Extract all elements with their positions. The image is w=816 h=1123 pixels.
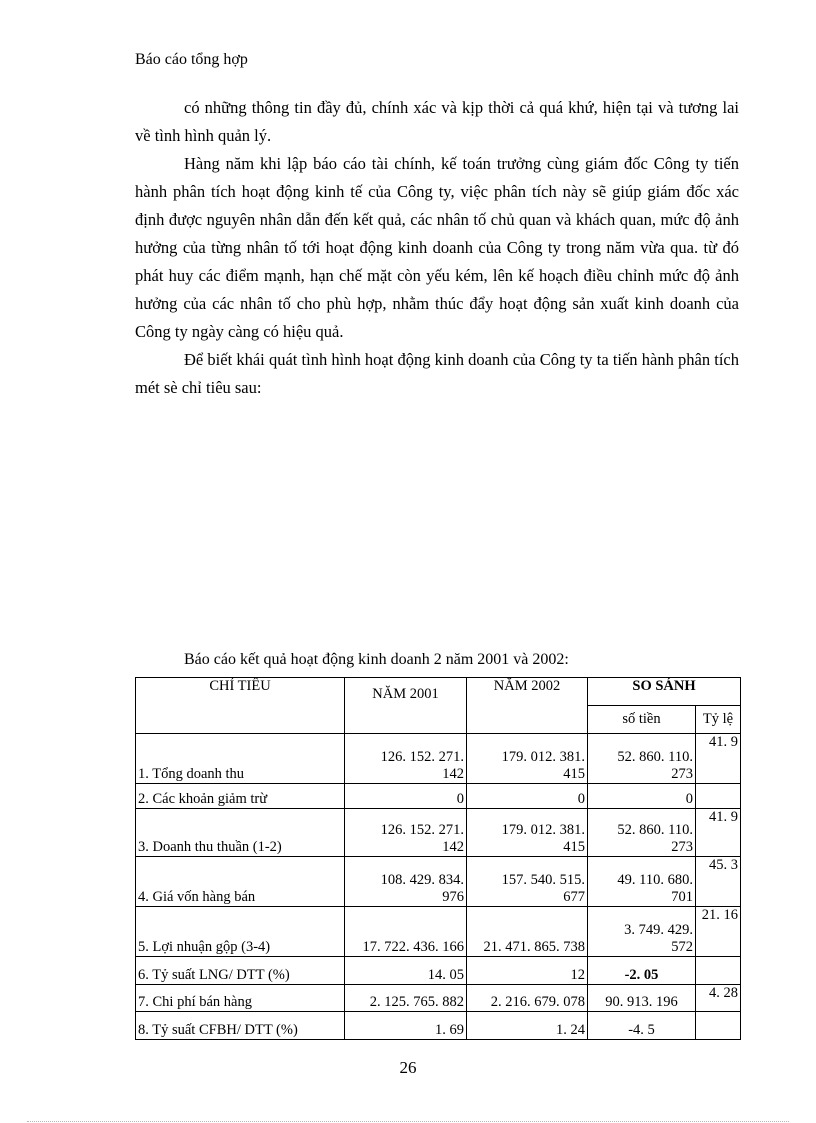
- cell-amount: 3. 749. 429. 572: [588, 907, 696, 957]
- header-nam-2001: NĂM 2001: [345, 678, 467, 734]
- table-row: [136, 734, 741, 784]
- body-text: [135, 94, 739, 402]
- cell-amount: 52. 860. 110. 273: [588, 734, 696, 784]
- cell-rate: 45. 3: [696, 857, 741, 907]
- table-row: [136, 857, 741, 907]
- header-nam-2002: NĂM 2002: [467, 678, 588, 734]
- cell-2002: 179. 012. 381. 415: [467, 734, 588, 784]
- row-label: 7. Chi phí bán hàng: [136, 985, 345, 1012]
- cell-rate: 4. 28: [696, 985, 741, 1012]
- table-row: [136, 784, 741, 809]
- cell-rate: [696, 1012, 741, 1040]
- table-header-row: [136, 678, 741, 706]
- cell-2001: 0: [345, 784, 467, 809]
- cell-2002: 2. 216. 679. 078: [467, 985, 588, 1012]
- cell-amount: 49. 110. 680. 701: [588, 857, 696, 907]
- row-label: 6. Tỷ suất LNG/ DTT (%): [136, 957, 345, 985]
- cell-2002: 1. 24: [467, 1012, 588, 1040]
- table-row: [136, 1012, 741, 1040]
- cell-2001: 126. 152. 271. 142: [345, 809, 467, 857]
- paragraph-1: có những thông tin đầy đủ, chính xác và kịp thời cả quá khứ, hiện tại và tương lai về tình hình quản lý.: [135, 98, 739, 145]
- paragraph-2: Hàng năm khi lập báo cáo tài chính, kế toán trưởng cùng giám đốc Công ty tiến hành phân tích hoạt động kinh tế của Công ty, việc phân tích này sẽ giúp giám đốc xác định được nguyên nhân dẫn đến kết quả, các nhân tố chủ quan và khách quan, mức độ ảnh hưởng của từng nhân tố tới hoạt động kinh doanh của Công ty trong năm vừa qua. từ đó phát huy các điểm mạnh, hạn chế mặt còn yếu kém, lên kế hoạch điều chỉnh mức độ ảnh hưởng của các nhân tố cho phù hợp, nhằm thúc đẩy hoạt động sản xuất kinh doanh của Công ty ngày càng có hiệu quả.: [135, 154, 739, 341]
- cell-amount: 0: [588, 784, 696, 809]
- row-label: 2. Các khoản giảm trừ: [136, 784, 345, 809]
- cell-2002: 21. 471. 865. 738: [467, 907, 588, 957]
- table-row: [136, 907, 741, 957]
- cell-2002: 179. 012. 381. 415: [467, 809, 588, 857]
- cell-amount: 52. 860. 110. 273: [588, 809, 696, 857]
- cell-rate: [696, 957, 741, 985]
- table-caption: Báo cáo kết quả hoạt động kinh doanh 2 năm 2001 và 2002:: [184, 651, 569, 668]
- cell-2001: 1. 69: [345, 1012, 467, 1040]
- cell-2001: 14. 05: [345, 957, 467, 985]
- cell-2002: 0: [467, 784, 588, 809]
- header-so-tien: số tiền: [588, 706, 696, 734]
- cell-rate: [696, 784, 741, 809]
- cell-amount: -4. 5: [588, 1012, 696, 1040]
- row-label: 3. Doanh thu thuần (1-2): [136, 809, 345, 857]
- cell-rate: 21. 16: [696, 907, 741, 957]
- cell-amount: 90. 913. 196: [588, 985, 696, 1012]
- cell-2001: 2. 125. 765. 882: [345, 985, 467, 1012]
- business-results-table: [135, 677, 741, 1040]
- row-label: 1. Tổng doanh thu: [136, 734, 345, 784]
- table-row: [136, 809, 741, 857]
- page-number: 26: [399, 1058, 417, 1077]
- cell-amount: -2. 05: [588, 957, 696, 985]
- cell-rate: 41. 9: [696, 734, 741, 784]
- row-label: 4. Giá vốn hàng bán: [136, 857, 345, 907]
- cell-2001: 108. 429. 834. 976: [345, 857, 467, 907]
- cell-rate: 41. 9: [696, 809, 741, 857]
- cell-2001: 17. 722. 436. 166: [345, 907, 467, 957]
- table-row: [136, 985, 741, 1012]
- row-label: 8. Tỷ suất CFBH/ DTT (%): [136, 1012, 345, 1040]
- header-ty-le: Tỷ lệ: [696, 706, 741, 734]
- row-label: 5. Lợi nhuận gộp (3-4): [136, 907, 345, 957]
- header-so-sanh: SO SÁNH: [588, 678, 741, 706]
- table-row: [136, 957, 741, 985]
- cell-2002: 157. 540. 515. 677: [467, 857, 588, 907]
- cell-2002: 12: [467, 957, 588, 985]
- header-chi-tieu: CHỈ TIÊU: [136, 678, 345, 734]
- paragraph-3: Để biết khái quát tình hình hoạt động kinh doanh của Công ty ta tiến hành phân tích mét sè chỉ tiêu sau:: [135, 350, 739, 397]
- cell-2001: 126. 152. 271. 142: [345, 734, 467, 784]
- page-bottom-rule: [27, 1121, 789, 1122]
- page-header: Báo cáo tổng hợp: [135, 51, 248, 68]
